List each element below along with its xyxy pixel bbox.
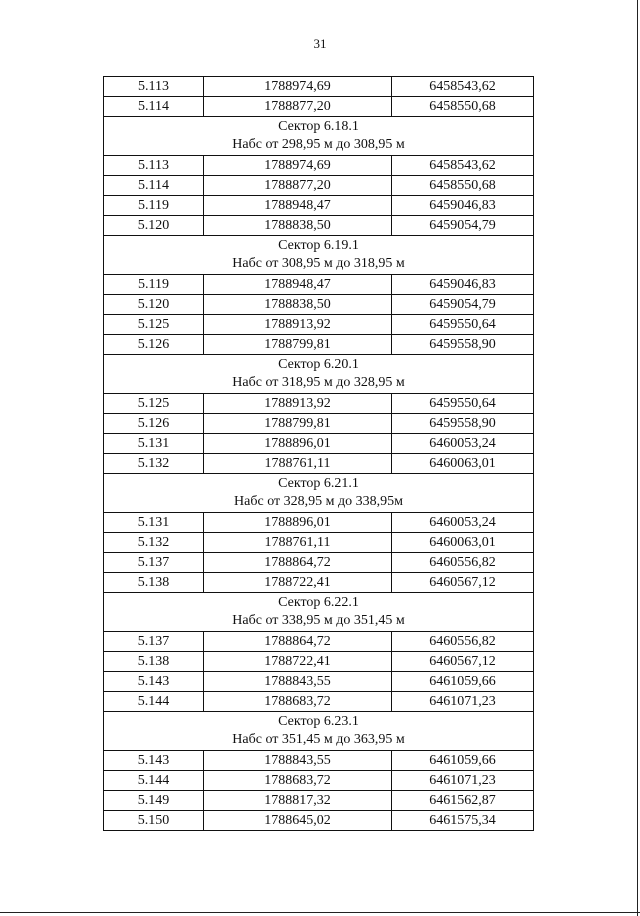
sector-header-row xyxy=(104,117,534,156)
table-row xyxy=(104,77,534,97)
y-coordinate-cell: 6459558,90 xyxy=(392,335,534,355)
sector-height-range: Набс от 338,95 м до 351,45 м xyxy=(232,613,405,628)
y-coordinate-cell: 6459054,79 xyxy=(392,295,534,315)
sector-title: Сектор 6.23.1 xyxy=(278,714,359,729)
point-number-cell: 5.137 xyxy=(104,632,204,652)
table-row xyxy=(104,791,534,811)
sector-title: Сектор 6.19.1 xyxy=(278,238,359,253)
x-coordinate-cell: 1788817,32 xyxy=(204,791,392,811)
y-coordinate-cell: 6460556,82 xyxy=(392,553,534,573)
point-number-cell: 5.113 xyxy=(104,156,204,176)
y-coordinate-cell: 6458550,68 xyxy=(392,97,534,117)
point-number-cell: 5.125 xyxy=(104,315,204,335)
point-number-cell: 5.149 xyxy=(104,791,204,811)
y-coordinate-cell: 6458543,62 xyxy=(392,156,534,176)
sector-height-range: Набс от 328,95 м до 338,95м xyxy=(234,494,403,509)
sector-title: Сектор 6.20.1 xyxy=(278,357,359,372)
point-number-cell: 5.126 xyxy=(104,335,204,355)
table-row xyxy=(104,751,534,771)
y-coordinate-cell: 6460063,01 xyxy=(392,533,534,553)
x-coordinate-cell: 1788864,72 xyxy=(204,553,392,573)
table-row xyxy=(104,394,534,414)
x-coordinate-cell: 1788864,72 xyxy=(204,632,392,652)
y-coordinate-cell: 6460567,12 xyxy=(392,573,534,593)
table-row xyxy=(104,216,534,236)
table-row xyxy=(104,573,534,593)
x-coordinate-cell: 1788838,50 xyxy=(204,216,392,236)
x-coordinate-cell: 1788948,47 xyxy=(204,275,392,295)
y-coordinate-cell: 6459054,79 xyxy=(392,216,534,236)
sector-header xyxy=(104,474,534,513)
point-number-cell: 5.132 xyxy=(104,454,204,474)
sector-header xyxy=(104,593,534,632)
table-row xyxy=(104,414,534,434)
point-number-cell: 5.138 xyxy=(104,652,204,672)
table-row xyxy=(104,652,534,672)
y-coordinate-cell: 6461059,66 xyxy=(392,751,534,771)
x-coordinate-cell: 1788843,55 xyxy=(204,751,392,771)
table-row xyxy=(104,275,534,295)
sector-header xyxy=(104,117,534,156)
table-row xyxy=(104,434,534,454)
y-coordinate-cell: 6461575,34 xyxy=(392,811,534,831)
table-row xyxy=(104,692,534,712)
x-coordinate-cell: 1788722,41 xyxy=(204,573,392,593)
table-row xyxy=(104,672,534,692)
sector-header-row xyxy=(104,712,534,751)
y-coordinate-cell: 6461059,66 xyxy=(392,672,534,692)
scan-edge-right xyxy=(637,0,638,916)
x-coordinate-cell: 1788722,41 xyxy=(204,652,392,672)
point-number-cell: 5.131 xyxy=(104,434,204,454)
table-row xyxy=(104,335,534,355)
x-coordinate-cell: 1788913,92 xyxy=(204,315,392,335)
x-coordinate-cell: 1788761,11 xyxy=(204,454,392,474)
table-row xyxy=(104,196,534,216)
table-row xyxy=(104,771,534,791)
x-coordinate-cell: 1788896,01 xyxy=(204,513,392,533)
x-coordinate-cell: 1788799,81 xyxy=(204,414,392,434)
sector-height-range: Набс от 318,95 м до 328,95 м xyxy=(232,375,405,390)
x-coordinate-cell: 1788683,72 xyxy=(204,771,392,791)
x-coordinate-cell: 1788948,47 xyxy=(204,196,392,216)
x-coordinate-cell: 1788974,69 xyxy=(204,156,392,176)
x-coordinate-cell: 1788683,72 xyxy=(204,692,392,712)
table-row xyxy=(104,811,534,831)
coordinates-table xyxy=(103,76,534,831)
table-row xyxy=(104,632,534,652)
y-coordinate-cell: 6460063,01 xyxy=(392,454,534,474)
x-coordinate-cell: 1788799,81 xyxy=(204,335,392,355)
y-coordinate-cell: 6461071,23 xyxy=(392,692,534,712)
sector-header-row xyxy=(104,355,534,394)
point-number-cell: 5.131 xyxy=(104,513,204,533)
y-coordinate-cell: 6459550,64 xyxy=(392,394,534,414)
table-row xyxy=(104,454,534,474)
sector-height-range: Набс от 351,45 м до 363,95 м xyxy=(232,732,405,747)
table-row xyxy=(104,176,534,196)
x-coordinate-cell: 1788974,69 xyxy=(204,77,392,97)
page-number: 31 xyxy=(313,36,327,51)
x-coordinate-cell: 1788913,92 xyxy=(204,394,392,414)
point-number-cell: 5.132 xyxy=(104,533,204,553)
table-row xyxy=(104,553,534,573)
sector-title: Сектор 6.18.1 xyxy=(278,119,359,134)
sector-height-range: Набс от 308,95 м до 318,95 м xyxy=(232,256,405,271)
point-number-cell: 5.144 xyxy=(104,692,204,712)
sector-header-row xyxy=(104,474,534,513)
x-coordinate-cell: 1788896,01 xyxy=(204,434,392,454)
table-row xyxy=(104,295,534,315)
point-number-cell: 5.119 xyxy=(104,275,204,295)
x-coordinate-cell: 1788838,50 xyxy=(204,295,392,315)
y-coordinate-cell: 6459558,90 xyxy=(392,414,534,434)
coordinates-table-body xyxy=(104,77,534,831)
y-coordinate-cell: 6461562,87 xyxy=(392,791,534,811)
sector-header xyxy=(104,236,534,275)
y-coordinate-cell: 6460053,24 xyxy=(392,434,534,454)
x-coordinate-cell: 1788761,11 xyxy=(204,533,392,553)
x-coordinate-cell: 1788843,55 xyxy=(204,672,392,692)
point-number-cell: 5.114 xyxy=(104,97,204,117)
point-number-cell: 5.144 xyxy=(104,771,204,791)
point-number-cell: 5.126 xyxy=(104,414,204,434)
point-number-cell: 5.137 xyxy=(104,553,204,573)
y-coordinate-cell: 6458550,68 xyxy=(392,176,534,196)
sector-height-range: Набс от 298,95 м до 308,95 м xyxy=(232,137,405,152)
table-row xyxy=(104,533,534,553)
y-coordinate-cell: 6458543,62 xyxy=(392,77,534,97)
point-number-cell: 5.143 xyxy=(104,751,204,771)
scan-edge-bottom xyxy=(0,912,640,913)
x-coordinate-cell: 1788877,20 xyxy=(204,97,392,117)
sector-header xyxy=(104,712,534,751)
point-number-cell: 5.143 xyxy=(104,672,204,692)
y-coordinate-cell: 6461071,23 xyxy=(392,771,534,791)
sector-title: Сектор 6.22.1 xyxy=(278,595,359,610)
sector-header-row xyxy=(104,236,534,275)
y-coordinate-cell: 6459046,83 xyxy=(392,275,534,295)
point-number-cell: 5.120 xyxy=(104,295,204,315)
point-number-cell: 5.125 xyxy=(104,394,204,414)
sector-header-row xyxy=(104,593,534,632)
table-row xyxy=(104,513,534,533)
point-number-cell: 5.119 xyxy=(104,196,204,216)
y-coordinate-cell: 6459046,83 xyxy=(392,196,534,216)
y-coordinate-cell: 6460567,12 xyxy=(392,652,534,672)
point-number-cell: 5.113 xyxy=(104,77,204,97)
table-row xyxy=(104,97,534,117)
point-number-cell: 5.150 xyxy=(104,811,204,831)
table-row xyxy=(104,315,534,335)
y-coordinate-cell: 6459550,64 xyxy=(392,315,534,335)
table-row xyxy=(104,156,534,176)
x-coordinate-cell: 1788645,02 xyxy=(204,811,392,831)
point-number-cell: 5.120 xyxy=(104,216,204,236)
x-coordinate-cell: 1788877,20 xyxy=(204,176,392,196)
sector-title: Сектор 6.21.1 xyxy=(278,476,359,491)
y-coordinate-cell: 6460053,24 xyxy=(392,513,534,533)
sector-header xyxy=(104,355,534,394)
point-number-cell: 5.138 xyxy=(104,573,204,593)
y-coordinate-cell: 6460556,82 xyxy=(392,632,534,652)
point-number-cell: 5.114 xyxy=(104,176,204,196)
